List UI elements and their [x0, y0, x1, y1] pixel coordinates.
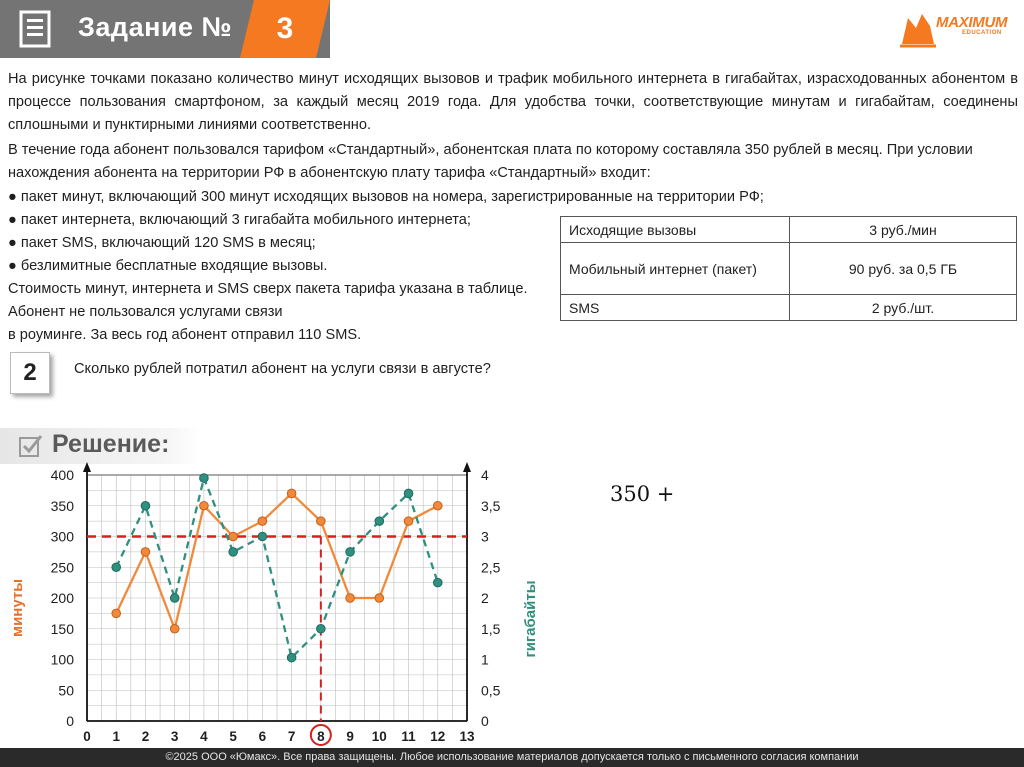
x-tick-label: 4 [200, 729, 208, 744]
solution-expression: 350 + [610, 482, 675, 506]
table-cell-price: 2 руб./шт. [790, 295, 1017, 321]
gigabytes-point [200, 474, 209, 483]
y-left-tick-label: 0 [66, 713, 74, 729]
minutes-point [200, 501, 209, 510]
gigabytes-point [375, 517, 384, 526]
minutes-point [375, 594, 384, 603]
x-tick-label: 1 [112, 729, 120, 744]
footer [0, 748, 1024, 767]
checkbox-check-icon [18, 433, 44, 459]
problem-paragraph-1: На рисунке точками показано количество минут исходящих вызовов и трафик мобильного интернета в гигабайтах, израсходованных абонентом в процессе пользования смартфоном, за каждый месяц 2019 года. Для удобства точки, соответствующие минутам и гигабайтам, соединены сплошными и пунктирными линиями соответственно. [8, 71, 1018, 133]
table-cell-service: Исходящие вызовы [561, 217, 790, 243]
table-row [561, 217, 1017, 243]
gigabytes-point [404, 489, 413, 498]
y-right-axis-label: гигабайты [522, 580, 539, 658]
x-tick-label: 6 [258, 729, 267, 744]
table-row [561, 243, 1017, 295]
extra-text-line: в роуминге. За весь год абонент отправил 110 SMS. [8, 327, 362, 343]
gigabytes-point [170, 594, 179, 603]
y-right-tick-label: 2 [481, 590, 489, 606]
minutes-point [229, 532, 238, 541]
minutes-point [141, 548, 150, 557]
minutes-point [346, 594, 355, 603]
gigabytes-point [112, 563, 121, 572]
y-right-tick-label: 1 [481, 651, 489, 668]
tariff-item: ● пакет SMS, включающий 120 SMS в месяц; [8, 235, 316, 251]
minutes-point [170, 624, 179, 633]
y-left-tick-label: 400 [50, 467, 74, 483]
table-cell-price: 3 руб./мин [790, 217, 1017, 243]
left-axis-arrow [83, 462, 91, 472]
y-right-tick-label: 1,5 [481, 620, 501, 637]
x-tick-label: 11 [401, 729, 416, 744]
question-text: Сколько рублей потратил абонент на услуги связи в августе? [74, 361, 491, 377]
minutes-point [317, 517, 326, 526]
gigabytes-point [317, 624, 326, 633]
logo-subtitle: EDUCATION [962, 30, 1002, 36]
extra-text-line: Стоимость минут, интернета и SMS сверх пакета тарифа указана в таблице. [8, 281, 528, 297]
table-cell-service: SMS [561, 295, 790, 321]
x-tick-label: 13 [459, 729, 475, 744]
gigabytes-point [287, 653, 296, 662]
y-right-tick-label: 2,5 [481, 559, 501, 576]
table-cell-price: 90 руб. за 0,5 ГБ [790, 243, 1017, 295]
y-left-axis-label: минуты [9, 578, 26, 638]
header [0, 0, 1024, 62]
tariff-item: ● пакет минут, включающий 300 минут исходящих вызовов на номера, зарегистрированные на территории РФ; [8, 189, 764, 205]
price-table [560, 216, 1017, 321]
y-left-tick-label: 300 [50, 528, 74, 545]
minutes-point [112, 609, 121, 618]
x-tick-label: 8 [317, 729, 325, 744]
y-left-tick-label: 50 [58, 682, 74, 699]
y-right-tick-label: 0,5 [481, 682, 501, 699]
x-tick-label: 9 [346, 729, 354, 744]
logo-text: MAXIMUM [936, 14, 1008, 31]
y-left-tick-label: 100 [50, 651, 74, 668]
task-number-badge [240, 0, 330, 58]
x-tick-label: 0 [83, 729, 91, 744]
question-number-badge: 2 [10, 352, 50, 394]
table-cell-service: Мобильный интернет (пакет) [561, 243, 790, 295]
x-tick-label: 2 [141, 729, 150, 744]
y-right-tick-label: 3,5 [481, 497, 501, 514]
right-axis-arrow [463, 462, 471, 472]
x-tick-label: 3 [170, 729, 179, 744]
y-right-tick-label: 0 [481, 713, 489, 729]
gigabytes-point [433, 578, 442, 587]
x-tick-label: 10 [371, 729, 387, 744]
y-left-tick-label: 150 [50, 620, 74, 637]
task-title: Задание № [78, 12, 233, 42]
minutes-point [258, 517, 267, 526]
y-right-tick-label: 4 [481, 467, 489, 483]
gigabytes-point [346, 548, 355, 557]
solution-title: Решение: [52, 430, 170, 458]
x-tick-label: 7 [287, 729, 296, 744]
y-left-tick-label: 200 [50, 590, 74, 606]
x-tick-label: 5 [229, 729, 237, 744]
tariff-item: ● пакет интернета, включающий 3 гигабайта мобильного интернета; [8, 212, 471, 228]
y-right-tick-label: 3 [481, 528, 489, 545]
table-row [561, 295, 1017, 321]
tariff-item: ● безлимитные бесплатные входящие вызовы. [8, 258, 328, 274]
gigabytes-point [258, 532, 267, 541]
minutes-point [433, 501, 442, 510]
document-icon [18, 9, 54, 49]
problem-paragraph-2: В течение года абонент пользовался тарифом «Стандартный», абонентская плата по которому составляла 350 рублей в месяц. При условии нахождения абонента на территории РФ в абонентскую плату тарифа «Стандартный» входит: [8, 142, 973, 181]
y-left-tick-label: 350 [50, 497, 74, 514]
y-left-tick-label: 250 [50, 559, 74, 576]
usage-chart [0, 460, 539, 750]
extra-text-line: Абонент не пользовался услугами связи [8, 304, 283, 320]
task-number: 3 [276, 12, 294, 45]
minutes-point [404, 517, 413, 526]
x-tick-label: 12 [430, 729, 446, 744]
gigabytes-point [229, 548, 238, 557]
minutes-point [287, 489, 296, 498]
gigabytes-point [141, 501, 150, 510]
copyright-text: ©2025 ООО «Юмакс». Все права защищены. Любое использование материалов допускается только с письменного согласия компании [165, 751, 859, 763]
